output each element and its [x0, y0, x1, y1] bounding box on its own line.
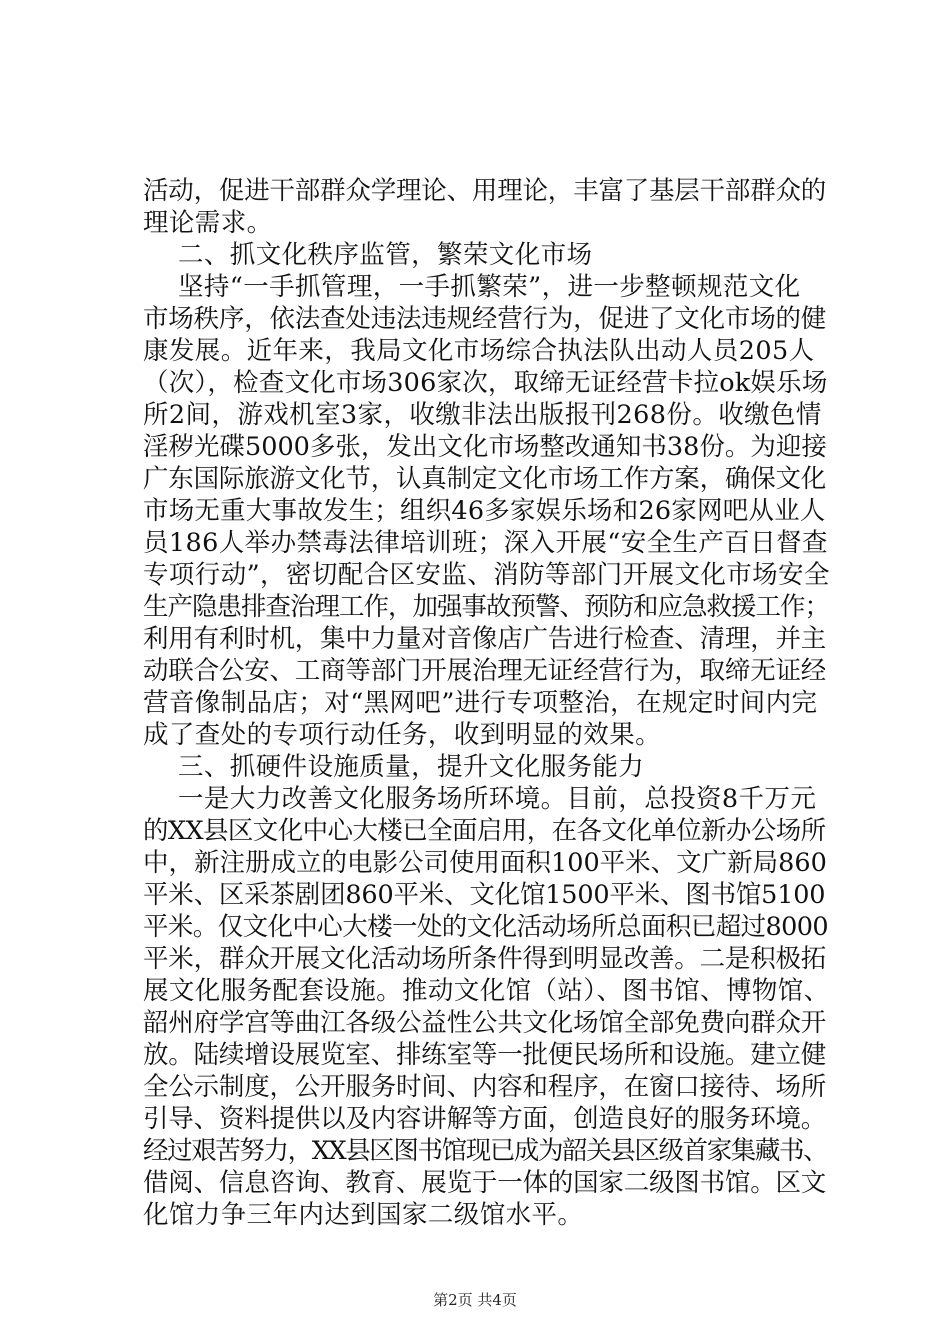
text-line: 员186人举办禁毒法律培训班；深入开展“安全生产百日督查 [143, 528, 828, 558]
text-line: 市场秩序，依法查处违法违规经营行为，促进了文化市场的健 [143, 304, 827, 334]
text-line: 化馆力争三年内达到国家二级馆水平。 [143, 1200, 584, 1230]
text-line: 广东国际旅游文化节，认真制定文化市场工作方案，确保文化 [143, 464, 827, 494]
text-line: 淫秽光碟5000多张，发出文化市场整改通知书38份。为迎接 [143, 432, 827, 462]
text-line: 展文化服务配套设施。推动文化馆（站）、图书馆、博物馆、 [143, 976, 830, 1006]
text-line: 平米，群众开展文化活动场所条件得到明显改善。二是积极拓 [143, 944, 827, 974]
text-line: 成了查处的专项行动任务，收到明显的效果。 [143, 720, 662, 750]
section-heading: 二、抓文化秩序监管，繁荣文化市场 [178, 240, 593, 270]
text-line: 营音像制品店；对“黑网吧”进行专项整治，在规定时间内完 [143, 688, 818, 718]
text-line: 经过艰苦努力，XX县区图书馆现已成为韶关县区级首家集藏书、 [143, 1136, 828, 1166]
text-line: 动联合公安、工商等部门开展治理无证经营行为，取缔无证经 [143, 656, 827, 686]
text-line: 一是大力改善文化服务场所环境。目前，总投资8千万元 [178, 784, 817, 814]
text-line: 借阅、信息咨询、教育、展览于一体的国家二级图书馆。区文 [143, 1168, 827, 1198]
text-line: 平米。仅文化中心大楼一处的文化活动场所总面积已超过8000 [143, 912, 828, 942]
text-line: 活动，促进干部群众学理论、用理论，丰富了基层干部群众的 [143, 176, 827, 206]
text-line: 所2间，游戏机室3家，收缴非法出版报刊268份。收缴色情 [143, 400, 822, 430]
text-line: 全公示制度，公开服务时间、内容和程序，在窗口接待、场所 [143, 1072, 827, 1102]
text-line: 利用有利时机，集中力量对音像店广告进行检查、清理，并主 [143, 624, 827, 654]
text-line: 中，新注册成立的电影公司使用面积100平米、文广新局860 [143, 848, 827, 878]
text-line: 引导、资料提供以及内容讲解等方面，创造良好的服务环境。 [143, 1104, 827, 1134]
text-line: 的XX县区文化中心大楼已全面启用，在各文化单位新办公场所 [143, 816, 826, 846]
text-line: 理论需求。 [143, 208, 273, 238]
text-line: 放。陆续增设展览室、排练室等一批便民场所和设施。建立健 [143, 1040, 827, 1070]
text-line: 生产隐患排查治理工作，加强事故预警、预防和应急救援工作； [143, 592, 830, 622]
text-line: 市场无重大事故发生；组织46多家娱乐场和26家网吧从业人 [143, 496, 826, 526]
text-line: 专项行动”，密切配合区安监、消防等部门开展文化市场安全 [143, 560, 830, 590]
text-line: 平米、区采茶剧团860平米、文化馆1500平米、图书馆5100 [143, 880, 826, 910]
text-line: （次），检查文化市场306家次，取缔无证经营卡拉ok娱乐场 [143, 368, 828, 398]
page-number: 第2页 共4页 [433, 1291, 517, 1309]
text-line: 康发展。近年来，我局文化市场综合执法队出动人员205人 [143, 336, 815, 366]
text-line: 坚持“一手抓管理，一手抓繁荣”，进一步整顿规范文化 [178, 272, 801, 302]
text-line: 韶州府学宫等曲江各级公益性公共文化场馆全部免费向群众开 [143, 1008, 827, 1038]
section-heading: 三、抓硬件设施质量，提升文化服务能力 [178, 752, 645, 782]
